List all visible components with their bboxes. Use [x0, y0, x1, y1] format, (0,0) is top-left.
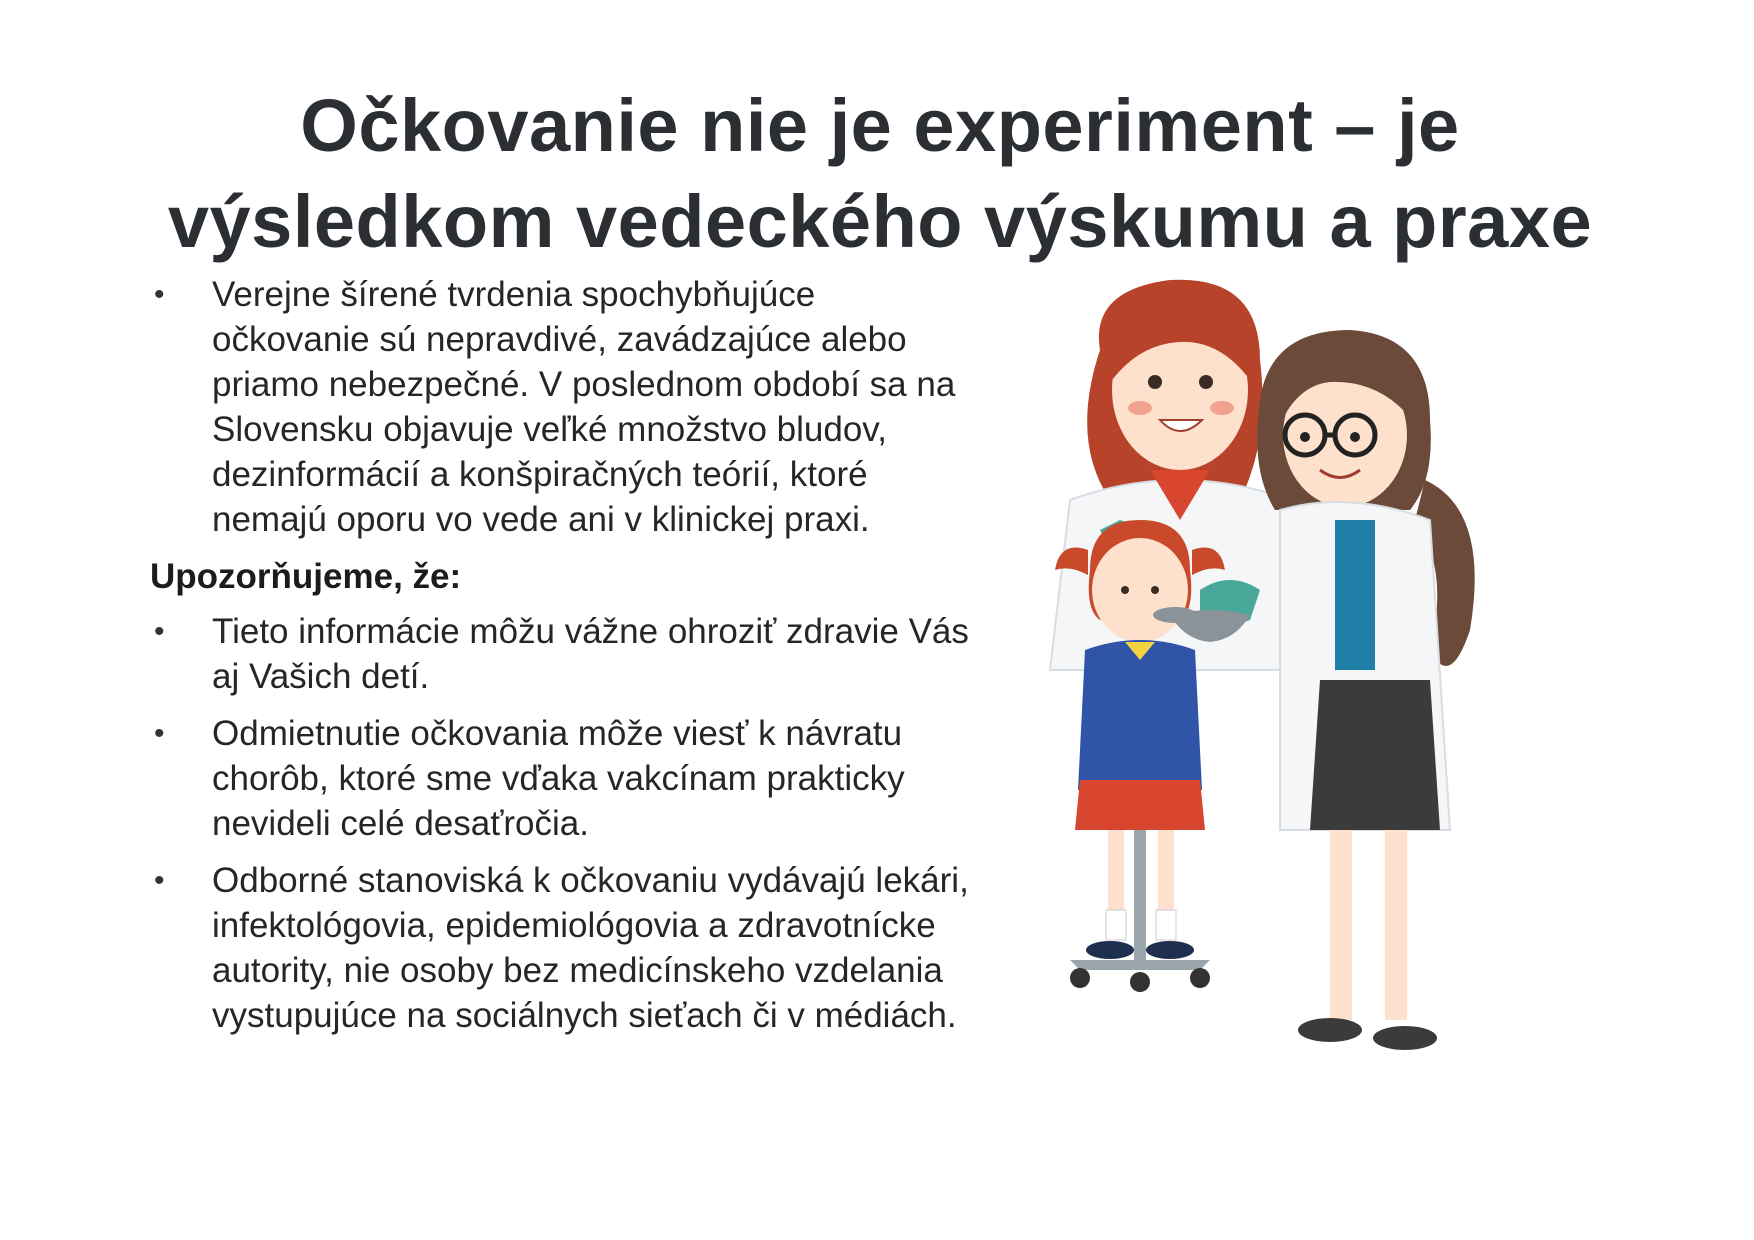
intro-bullet — [150, 272, 970, 542]
title-line-1: Očkovanie nie je experiment – je — [300, 84, 1460, 167]
bullet-symbol: • — [154, 717, 165, 750]
stool — [1070, 830, 1210, 992]
page-title — [120, 78, 1640, 270]
intro-text: Verejne šírené tvrdenia spochybňujúce očkovanie sú nepravdivé, zavádzajúce alebo priamo nebezpečné. V poslednom období sa na Slovensku objavuje veľké množstvo bludov, dezinformácií a konšpiračných teórií, ktoré nemajú oporu vo vede ani v klinickej praxi. — [212, 275, 956, 539]
warning-item — [150, 858, 970, 1038]
warning-item — [150, 609, 970, 699]
warning-item — [150, 711, 970, 846]
vaccination-illustration — [1030, 270, 1590, 1070]
bullet-symbol: • — [154, 615, 165, 648]
text-content — [150, 272, 970, 1050]
bullet-symbol: • — [154, 864, 165, 897]
warning-text: Tieto informácie môžu vážne ohroziť zdravie Vás aj Vašich detí. — [212, 612, 969, 696]
doctor-figure — [1257, 330, 1475, 1050]
bullet-symbol: • — [154, 278, 165, 311]
title-line-2: výsledkom vedeckého výskumu a praxe — [167, 180, 1593, 263]
warning-heading: Upozorňujeme, že: — [150, 557, 462, 596]
warning-text: Odborné stanoviská k očkovaniu vydávajú lekári, infektológovia, epidemiológovia a zdravotnícke autority, nie osoby bez medicínskeho vzdelania vystupujúce na sociálnych sieťach či v médiách. — [212, 861, 969, 1035]
warning-text: Odmietnutie očkovania môže viesť k návratu chorôb, ktoré sme vďaka vakcínam prakticky nevideli celé desaťročia. — [212, 714, 905, 843]
